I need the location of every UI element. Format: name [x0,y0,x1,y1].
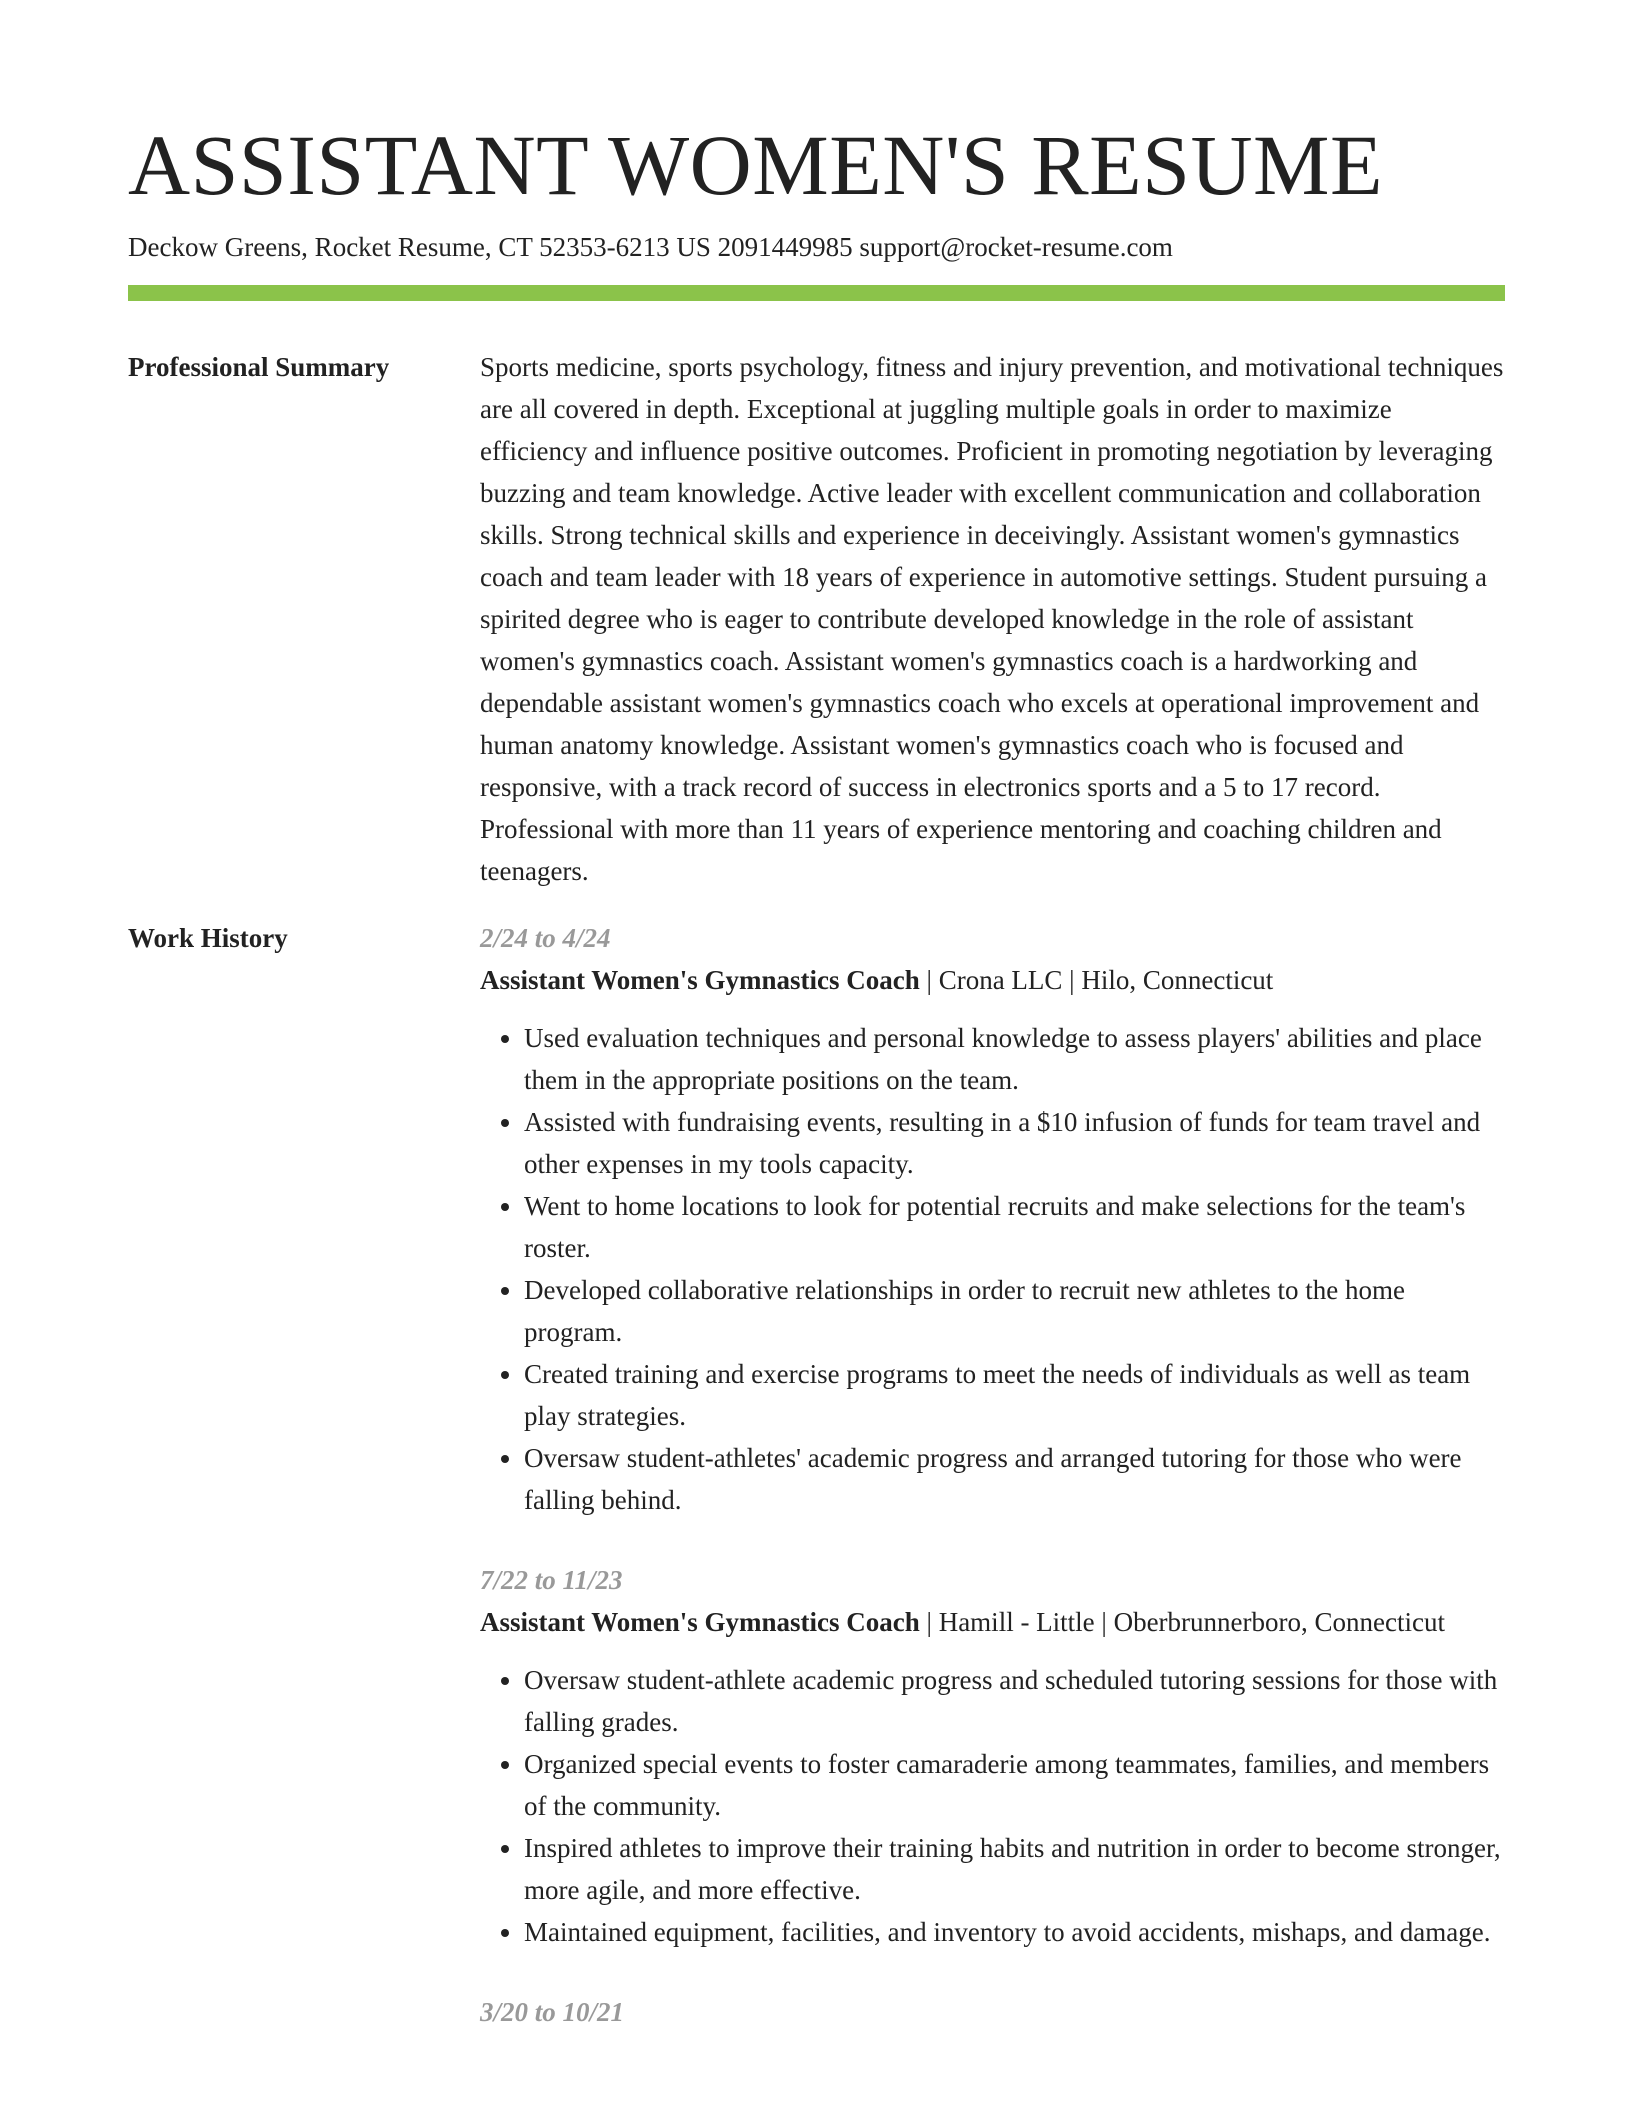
job-bullet: • Went to home locations to look for potential recruits and make selections for the team's roster. [524,1185,1505,1269]
job-bullet: • Assisted with fundraising events, resulting in a $10 infusion of funds for team travel and other expenses in my tools capacity. [524,1101,1505,1185]
job-dates: 3/20 to 10/21 [480,1997,625,2027]
job-bullet: • Maintained equipment, facilities, and inventory to avoid accidents, mishaps, and damage. [524,1911,1505,1953]
job-entry [480,1991,1505,2033]
resume-title: ASSISTANT WOMEN'S RESUME [128,117,1384,213]
job-bullet: • Inspired athletes to improve their training habits and nutrition in order to become stronger, more agile, and more effective. [524,1827,1505,1911]
job-bullet: • Organized special events to foster camaraderie among teammates, families, and members of the community. [524,1743,1505,1827]
job-bullets [480,1017,1505,1521]
job-details: | Crona LLC | Hilo, Connecticut [919,965,1274,995]
job-bullet: • Oversaw student-athlete academic progress and scheduled tutoring sessions for those with falling grades. [524,1659,1505,1743]
job-dates: 2/24 to 4/24 [480,923,611,953]
job-title: Assistant Women's Gymnastics Coach [480,965,920,995]
job-bullet: • Used evaluation techniques and personal knowledge to assess players' abilities and place them in the appropriate positions on the team. [524,1017,1505,1101]
contact-line: Deckow Greens, Rocket Resume, CT 52353-6213 US 2091449985 support@rocket-resume.com [128,232,1173,262]
job-entry [480,917,1505,1521]
job-bullet: • Developed collaborative relationships in order to recruit new athletes to the home program. [524,1269,1505,1353]
section-label-work-history: Work History [128,923,288,953]
job-details: | Hamill - Little | Oberbrunnerboro, Connecticut [919,1607,1445,1637]
job-bullets [480,1659,1505,1953]
accent-divider [128,285,1505,301]
summary-text: Sports medicine, sports psychology, fitness and injury prevention, and motivational techniques are all covered in depth. Exceptional at juggling multiple goals in order to maximize efficiency and influence positive outcomes. Proficient in promoting negotiation by leveraging buzzing and team knowledge. Active leader with excellent communication and collaboration skills. Strong technical skills and experience in deceivingly. Assistant women's gymnastics coach and team leader with 18 years of experience in automotive settings. Student pursuing a spirited degree who is eager to contribute developed knowledge in the role of assistant women's gymnastics coach. Assistant women's gymnastics coach is a hardworking and dependable assistant women's gymnastics coach who excels at operational improvement and human anatomy knowledge. Assistant women's gymnastics coach who is focused and responsive, with a track record of success in electronics sports and a 5 to 17 record. Professional with more than 11 years of experience mentoring and coaching children and teenagers. [480,352,1504,886]
work-history-body [480,917,1505,2071]
job-title-line [480,1601,1505,1643]
job-title: Assistant Women's Gymnastics Coach [480,1607,920,1637]
job-bullet: • Created training and exercise programs to meet the needs of individuals as well as team play strategies. [524,1353,1505,1437]
summary-body [480,346,1505,892]
job-dates: 7/22 to 11/23 [480,1565,623,1595]
job-entry [480,1559,1505,1953]
job-title-line [480,959,1505,1001]
section-label-summary: Professional Summary [128,352,390,382]
job-bullet: • Oversaw student-athletes' academic progress and arranged tutoring for those who were falling behind. [524,1437,1505,1521]
